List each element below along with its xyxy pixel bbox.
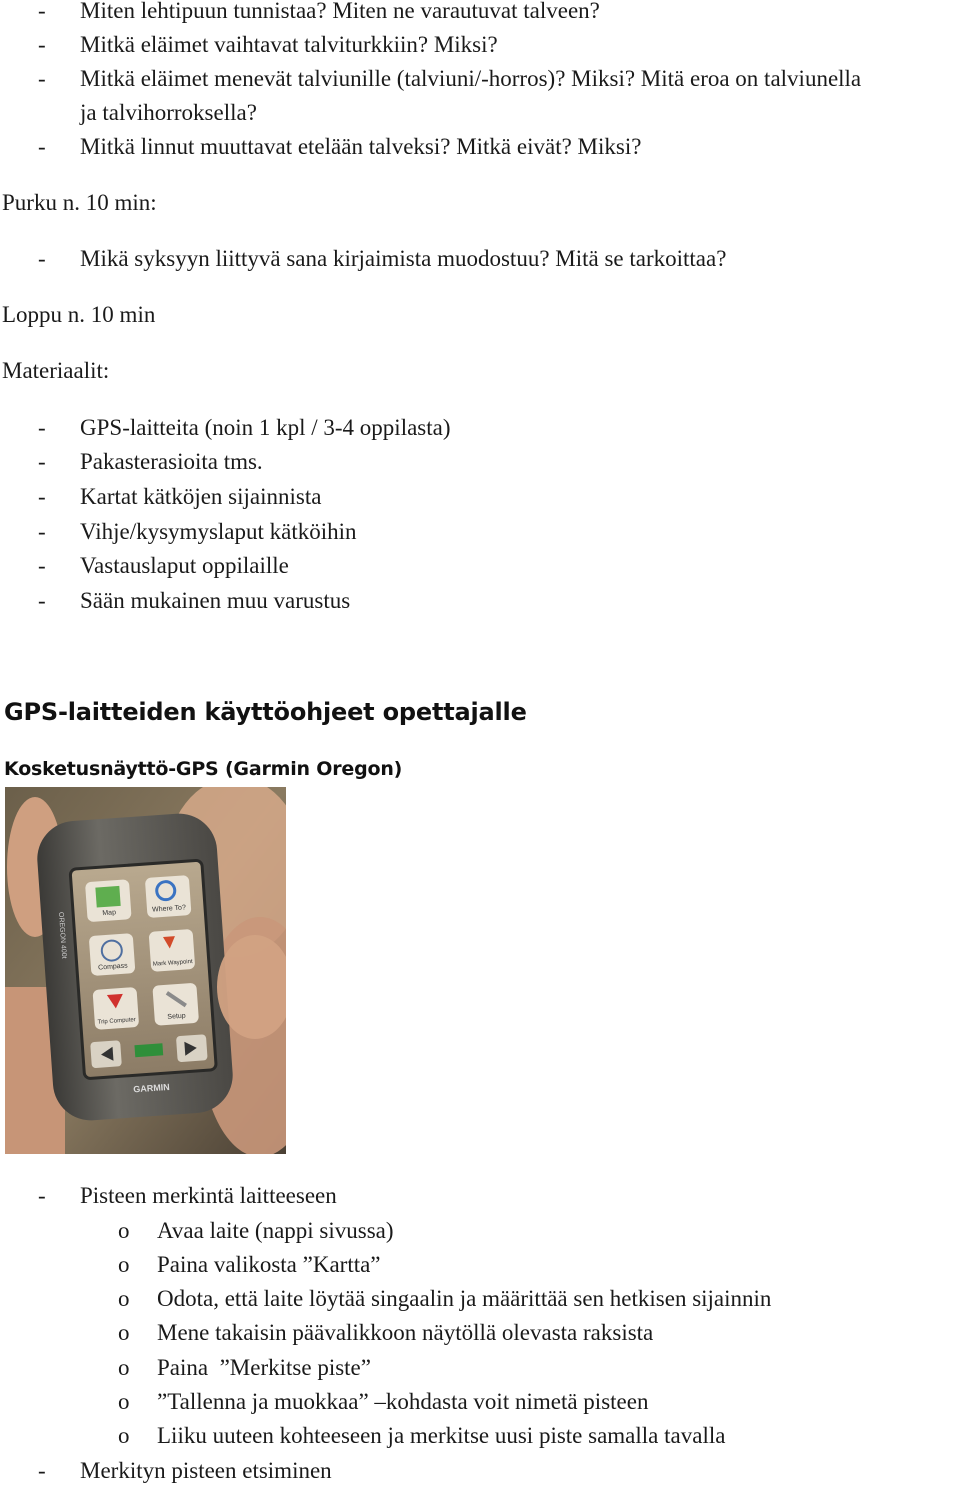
bullet-o: o [118, 1389, 130, 1414]
app-label: Trip Computer [97, 1017, 136, 1026]
list-item-text: Sään mukainen muu varustus [80, 588, 351, 613]
bullet-dash: - [38, 484, 46, 509]
sub-list-item-text: Liiku uuteen kohteeseen ja merkitse uusi piste samalla tavalla [157, 1423, 726, 1448]
list-item-text: Mikä syksyyn liittyvä sana kirjaimista muodostuu? Mitä se tarkoittaa? [80, 246, 727, 271]
bullet-dash: - [38, 1458, 46, 1483]
sub-list-item-text: Paina ”Merkitse piste” [157, 1355, 371, 1380]
bullet-o: o [118, 1423, 130, 1448]
bullet-dash: - [38, 1183, 46, 1208]
list-item-text: Miten lehtipuun tunnistaa? Miten ne varautuvat talveen? [80, 0, 600, 23]
list-item-text: Vastauslaput oppilaille [80, 553, 289, 578]
sub-list-item-text: Paina valikosta ”Kartta” [157, 1252, 381, 1277]
bullet-dash: - [38, 519, 46, 544]
bullet-dash: - [38, 0, 46, 23]
sub-list-item-text: Odota, että laite löytää singaalin ja määrittää sen hetkisen sijainnin [157, 1286, 772, 1311]
bullet-dash: - [38, 588, 46, 613]
app-label: Setup [167, 1012, 186, 1021]
app-label: Where To? [151, 904, 187, 914]
bullet-dash: - [38, 449, 46, 474]
app-label: Compass [97, 962, 128, 972]
app-label: Mark Waypoint [152, 958, 193, 968]
gps-device-photo [5, 787, 286, 1154]
bullet-o: o [118, 1320, 130, 1345]
list-item-text: Mitkä linnut muuttavat etelään talveksi? Mitkä eivät? Miksi? [80, 134, 642, 159]
list-item-text: Pisteen merkintä laitteeseen [80, 1183, 337, 1208]
bullet-dash: - [38, 134, 46, 159]
list-item-text: Merkityn pisteen etsiminen [80, 1458, 332, 1483]
sub-list-item-text: Mene takaisin päävalikkoon näytöllä olevasta raksista [157, 1320, 654, 1345]
brand-logo: GARMIN [132, 1081, 171, 1095]
bullet-o: o [118, 1218, 130, 1243]
bullet-o: o [118, 1252, 130, 1277]
list-item-text: Pakasterasioita tms. [80, 449, 263, 474]
device-model-text: OREGON 400t [56, 911, 68, 959]
list-item-text: ja talvihorroksella? [80, 100, 257, 125]
battery-icon [134, 1043, 163, 1057]
bullet-o: o [118, 1355, 130, 1380]
list-item-text: Mitkä eläimet vaihtavat talviturkkiin? Miksi? [80, 32, 498, 57]
app-label: Map [102, 909, 117, 918]
materiaalit-heading: Materiaalit: [2, 358, 110, 383]
list-item-text: Mitkä eläimet menevät talviunille (talviuni/-horros)? Miksi? Mitä eroa on talviunella [80, 66, 862, 91]
list-item-text: GPS-laitteita (noin 1 kpl / 3-4 oppilasta) [80, 415, 451, 440]
bullet-dash: - [38, 553, 46, 578]
subsection-title: Kosketusnäyttö-GPS (Garmin Oregon) [4, 758, 403, 780]
bullet-dash: - [38, 32, 46, 57]
bullet-dash: - [38, 415, 46, 440]
bullet-dash: - [38, 246, 46, 271]
sub-list-item-text: Avaa laite (nappi sivussa) [157, 1218, 394, 1243]
list-item-text: Kartat kätköjen sijainnista [80, 484, 322, 509]
bullet-o: o [118, 1286, 130, 1311]
gps-device-illustration [5, 787, 286, 1154]
purku-heading: Purku n. 10 min: [2, 190, 157, 215]
list-item-text: Vihje/kysymyslaput kätköihin [80, 519, 357, 544]
loppu-heading: Loppu n. 10 min [2, 302, 156, 327]
section-title: GPS-laitteiden käyttöohjeet opettajalle [4, 698, 527, 726]
bullet-dash: - [38, 66, 46, 91]
sub-list-item-text: ”Tallenna ja muokkaa” –kohdasta voit nimetä pisteen [157, 1389, 649, 1414]
